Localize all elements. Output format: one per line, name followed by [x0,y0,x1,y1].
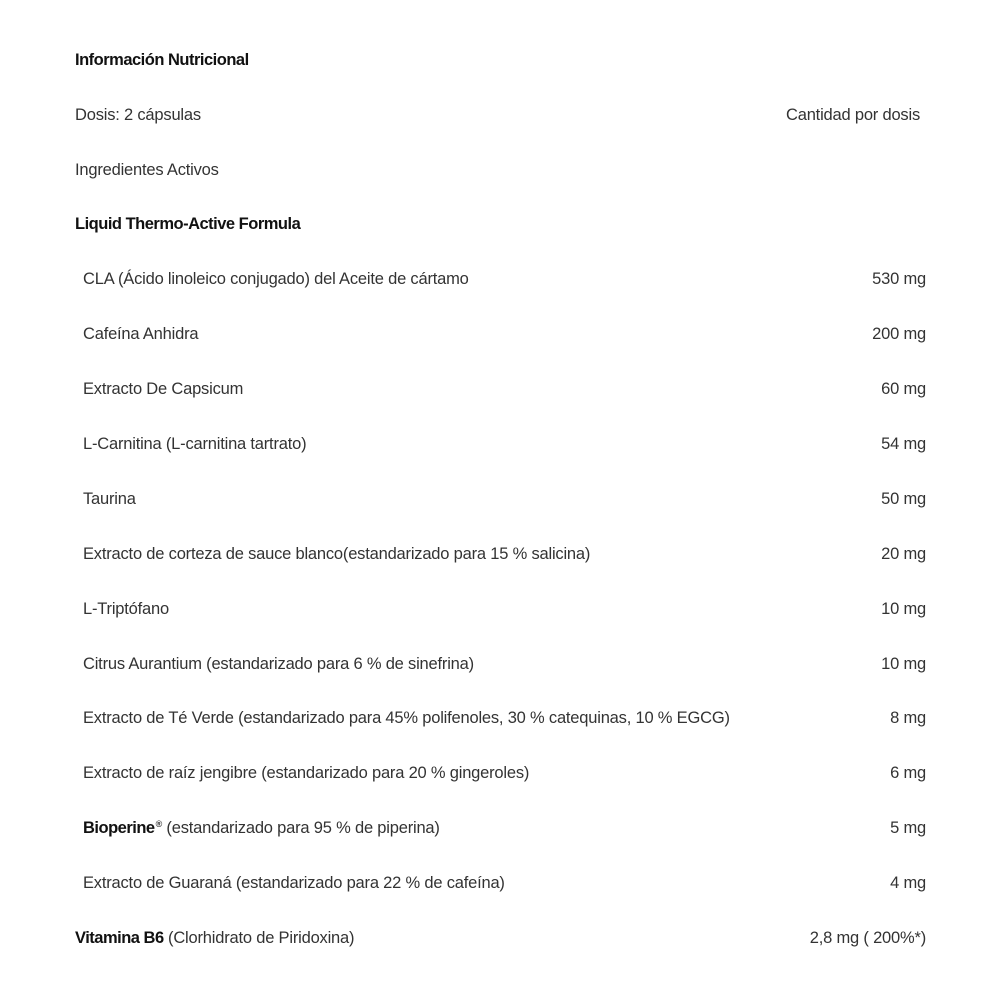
vitamin-amount: 2,8 mg ( 200%*) [809,929,926,947]
ingredient-row [0,484,1000,514]
formula-row [0,209,1000,239]
ingredient-row [0,758,1000,788]
ingredient-row [0,868,1000,898]
ingredient-brand-name: Bioperine [83,819,155,837]
ingredient-row [0,703,1000,733]
ingredient-row [0,594,1000,624]
ingredient-amount: 54 mg [881,435,926,453]
ingredient-amount: 5 mg [890,819,926,837]
ingredient-row [0,429,1000,459]
ingredient-name: CLA (Ácido linoleico conjugado) del Aceite de cártamo [83,270,469,288]
ingredient-amount: 530 mg [872,270,926,288]
ingredient-row [0,649,1000,679]
ingredient-amount: 4 mg [890,874,926,892]
registered-mark: ® [155,819,163,829]
ingredient-row [0,264,1000,294]
ingredient-amount: 6 mg [890,764,926,782]
ingredient-amount: 50 mg [881,490,926,508]
ingredient-name: Extracto de corteza de sauce blanco(estandarizado para 15 % salicina) [83,545,591,563]
ingredient-row [0,319,1000,349]
vitamin-name [75,923,354,953]
vitamin-row [0,923,1000,953]
ingredient-name: Cafeína Anhidra [83,325,199,343]
active-ingredients-row [0,155,1000,185]
ingredient-row [0,539,1000,569]
ingredient-amount: 60 mg [881,380,926,398]
active-ingredients-label: Ingredientes Activos [75,161,219,179]
ingredient-name: Extracto de Té Verde (estandarizado para 45% polifenoles, 30 % catequinas, 10 % EGCG) [83,709,730,727]
ingredient-row [0,813,1000,843]
ingredient-name: L-Triptófano [83,600,169,618]
serving-size: Dosis: 2 cápsulas [75,106,201,124]
ingredient-name [83,813,440,843]
ingredient-name: Citrus Aurantium (estandarizado para 6 % de sinefrina) [83,655,474,673]
ingredient-name: L-Carnitina (L-carnitina tartrato) [83,435,307,453]
ingredient-name: Extracto de Guaraná (estandarizado para 22 % de cafeína) [83,874,505,892]
vitamin-label: Vitamina B6 [75,929,164,947]
ingredient-detail: (estandarizado para 95 % de piperina) [162,819,440,837]
ingredient-amount: 10 mg [881,655,926,673]
ingredient-amount: 8 mg [890,709,926,727]
formula-name: Liquid Thermo-Active Formula [75,215,301,233]
ingredient-name: Extracto de raíz jengibre (estandarizado para 20 % gingeroles) [83,764,530,782]
ingredient-amount: 10 mg [881,600,926,618]
ingredient-name: Taurina [83,490,136,508]
ingredient-name: Extracto De Capsicum [83,380,244,398]
serving-row [0,100,1000,130]
vitamin-detail: (Clorhidrato de Piridoxina) [163,929,355,947]
ingredient-amount: 200 mg [872,325,926,343]
title-row [0,45,1000,75]
ingredient-amount: 20 mg [881,545,926,563]
ingredient-row [0,374,1000,404]
amount-header: Cantidad por dosis [786,106,920,124]
label-title: Información Nutricional [75,51,249,69]
